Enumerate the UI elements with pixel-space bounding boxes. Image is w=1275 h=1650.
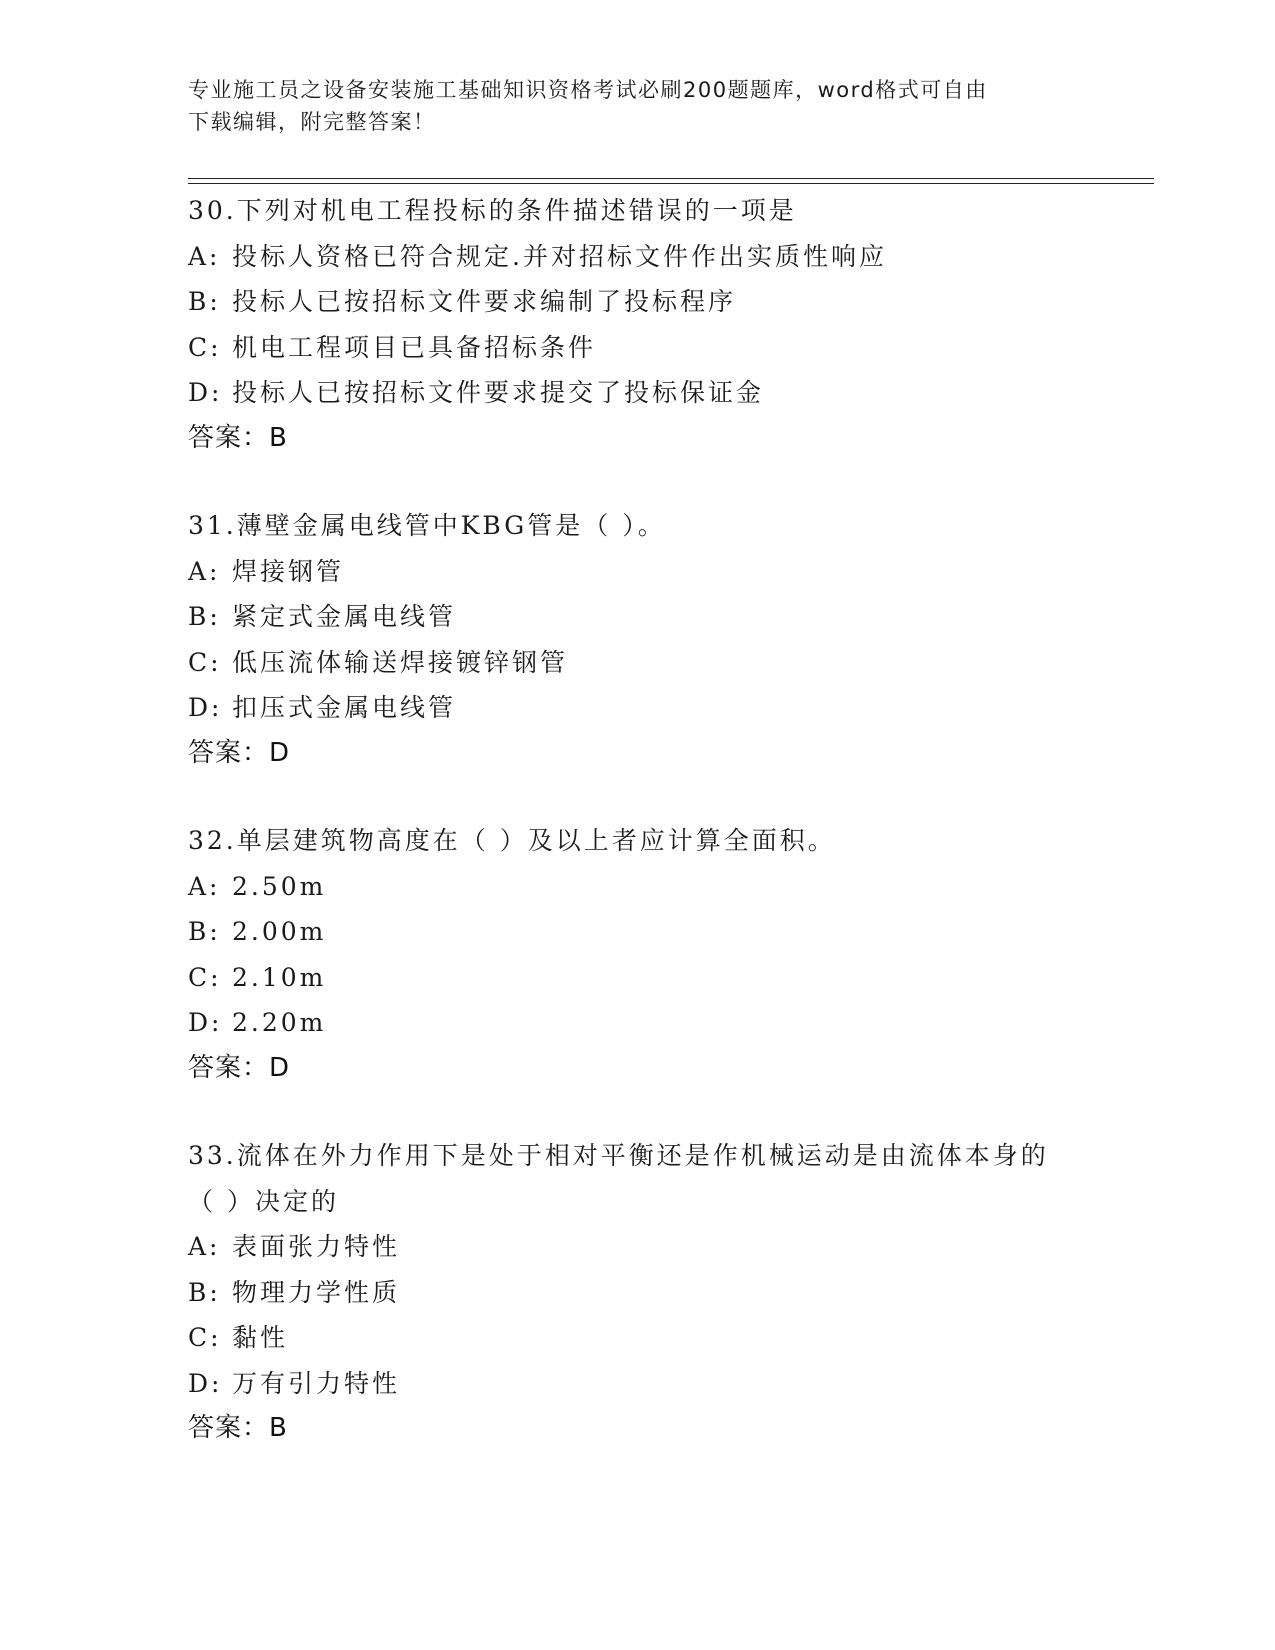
option-a <box>188 234 1128 280</box>
option-letter: D: <box>188 693 223 722</box>
option-d <box>188 370 1128 416</box>
option-text: 投标人已按招标文件要求提交了投标保证金 <box>232 378 765 407</box>
option-text: 2.00m <box>232 917 327 946</box>
answer-label: 答案：D <box>188 1052 291 1083</box>
document-header <box>188 74 1068 138</box>
option-letter: A: <box>188 241 221 271</box>
option-c <box>188 955 1128 1001</box>
answer-label: 答案：B <box>188 422 288 453</box>
question-list <box>188 188 1128 1494</box>
question-30 <box>188 188 1128 461</box>
option-text: 投标人已按招标文件要求编制了投标程序 <box>232 287 737 316</box>
option-d <box>188 1361 1128 1407</box>
option-text: 投标人资格已符合规定.并对招标文件作出实质性响应 <box>232 241 887 271</box>
option-text: 2.20m <box>232 1008 327 1037</box>
option-b <box>188 279 1128 325</box>
answer-label: 答案：D <box>188 737 291 768</box>
option-text: 物理力学性质 <box>232 1277 401 1307</box>
question-stem: 32.单层建筑物高度在（ ）及以上者应计算全面积。 <box>188 826 836 855</box>
option-text: 焊接钢管 <box>232 556 345 586</box>
option-letter: A: <box>188 871 221 901</box>
option-b <box>188 594 1128 640</box>
option-letter: D: <box>188 378 223 407</box>
question-33 <box>188 1133 1128 1452</box>
question-32 <box>188 818 1128 1091</box>
option-letter: D: <box>188 1008 223 1037</box>
option-letter: C: <box>188 962 222 992</box>
option-a <box>188 864 1128 910</box>
option-text: 2.10m <box>232 962 327 992</box>
option-b <box>188 909 1128 955</box>
option-a <box>188 1224 1128 1270</box>
option-text: 黏性 <box>232 1323 289 1352</box>
option-letter: B: <box>188 1277 221 1307</box>
option-letter: B: <box>188 287 221 316</box>
option-text: 万有引力特性 <box>232 1368 401 1398</box>
option-letter: A: <box>188 1232 221 1261</box>
option-letter: A: <box>188 556 221 586</box>
option-text: 扣压式金属电线管 <box>232 693 457 722</box>
header-divider-bottom <box>188 183 1154 184</box>
option-text: 表面张力特性 <box>232 1232 401 1261</box>
question-stem: 30.下列对机电工程投标的条件描述错误的一项是 <box>188 196 797 225</box>
header-line-1: 专业施工员之设备安装施工基础知识资格考试必刷200题题库，word格式可自由 <box>188 78 988 102</box>
option-c <box>188 1315 1128 1361</box>
option-c <box>188 640 1128 686</box>
option-letter: C: <box>188 647 222 677</box>
option-c <box>188 325 1128 371</box>
question-31 <box>188 503 1128 776</box>
header-line-2: 下载编辑，附完整答案！ <box>188 110 436 134</box>
question-stem: 33.流体在外力作用下是处于相对平衡还是作机械运动是由流体本身的 <box>188 1141 1049 1170</box>
option-text: 2.50m <box>232 871 327 901</box>
option-letter: C: <box>188 1323 222 1352</box>
option-letter: D: <box>188 1368 223 1398</box>
option-letter: B: <box>188 602 221 631</box>
option-b <box>188 1270 1128 1316</box>
header-divider-top <box>188 178 1154 179</box>
answer-label: 答案：B <box>188 1413 288 1443</box>
option-text: 低压流体输送焊接镀锌钢管 <box>232 647 569 677</box>
option-letter: C: <box>188 332 222 362</box>
option-d <box>188 685 1128 731</box>
question-stem-continued: （ ）决定的 <box>188 1186 339 1216</box>
option-a <box>188 549 1128 595</box>
option-text: 紧定式金属电线管 <box>232 602 457 631</box>
option-letter: B: <box>188 917 221 946</box>
option-text: 机电工程项目已具备招标条件 <box>232 332 597 362</box>
question-stem: 31.薄壁金属电线管中KBG管是（ ）。 <box>188 511 666 540</box>
option-d <box>188 1000 1128 1046</box>
